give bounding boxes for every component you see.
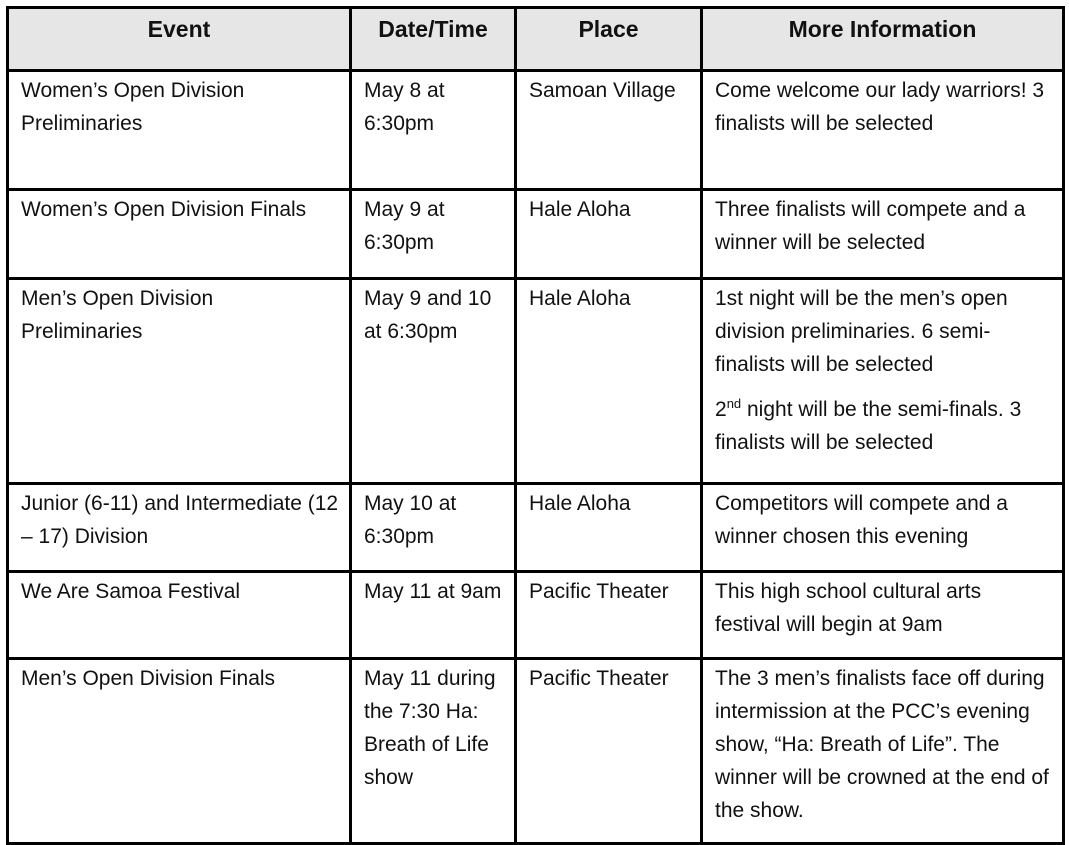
cell-event: Women’s Open Division Finals xyxy=(8,190,351,279)
cell-place: Pacific Theater xyxy=(516,659,702,844)
cell-info xyxy=(702,279,1064,484)
table-row xyxy=(8,659,1064,844)
cell-event: Women’s Open Division Preliminaries xyxy=(8,71,351,190)
cell-place: Samoan Village xyxy=(516,71,702,190)
ordinal-suffix: nd xyxy=(726,396,742,411)
cell-info: Three finalists will compete and a winner will be selected xyxy=(702,190,1064,279)
cell-datetime: May 11 during the 7:30 Ha: Breath of Life show xyxy=(351,659,516,844)
header-more-information: More Information xyxy=(702,8,1064,71)
cell-place: Hale Aloha xyxy=(516,190,702,279)
cell-place: Hale Aloha xyxy=(516,484,702,572)
cell-datetime: May 9 and 10 at 6:30pm xyxy=(351,279,516,484)
cell-datetime: May 8 at 6:30pm xyxy=(351,71,516,190)
info-paragraph-1: 1st night will be the men’s open division preliminaries. 6 semi-finalists will be selected xyxy=(715,287,1008,376)
table-row xyxy=(8,71,1064,190)
cell-info: Come welcome our lady warriors! 3 finalists will be selected xyxy=(702,71,1064,190)
header-row xyxy=(8,8,1064,71)
ordinal-number: 2 xyxy=(715,398,727,421)
cell-info: Competitors will compete and a winner chosen this evening xyxy=(702,484,1064,572)
header-place: Place xyxy=(516,8,702,71)
cell-info: This high school cultural arts festival will begin at 9am xyxy=(702,572,1064,659)
info-paragraph-2-text: night will be the semi-finals. 3 finalists will be selected xyxy=(715,398,1022,454)
info-paragraph-2 xyxy=(715,393,1052,459)
cell-event: We Are Samoa Festival xyxy=(8,572,351,659)
cell-place: Pacific Theater xyxy=(516,572,702,659)
event-schedule-table xyxy=(6,6,1065,845)
cell-place: Hale Aloha xyxy=(516,279,702,484)
cell-event: Junior (6-11) and Intermediate (12 – 17) Division xyxy=(8,484,351,572)
cell-datetime: May 9 at 6:30pm xyxy=(351,190,516,279)
header-date-time: Date/Time xyxy=(351,8,516,71)
cell-datetime: May 10 at 6:30pm xyxy=(351,484,516,572)
table-row xyxy=(8,572,1064,659)
table-row xyxy=(8,279,1064,484)
cell-event: Men’s Open Division Preliminaries xyxy=(8,279,351,484)
cell-event: Men’s Open Division Finals xyxy=(8,659,351,844)
table-row xyxy=(8,190,1064,279)
cell-info: The 3 men’s finalists face off during intermission at the PCC’s evening show, “Ha: Breath of Life”. The winner will be crowned at the end of the show. xyxy=(702,659,1064,844)
header-event: Event xyxy=(8,8,351,71)
cell-datetime: May 11 at 9am xyxy=(351,572,516,659)
table-row xyxy=(8,484,1064,572)
